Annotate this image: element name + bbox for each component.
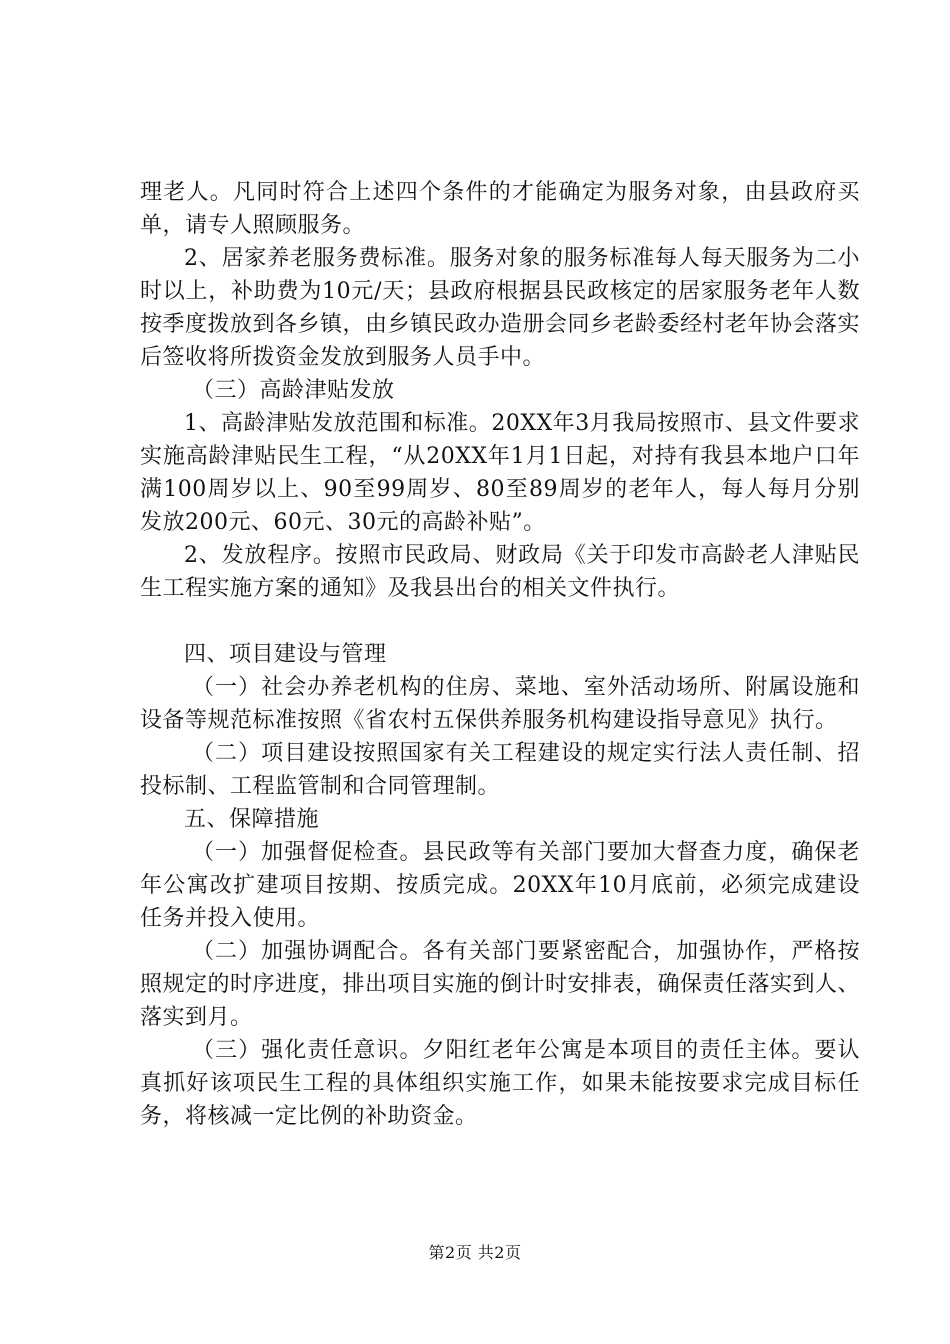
paragraph-responsibility: （三）强化责任意识。夕阳红老年公寓是本项目的责任主体。要认真抓好该项民生工程的具体组织实施工作，如果未能按要求完成目标任务，将核减一定比例的补助资金。	[140, 1038, 860, 1129]
paragraph-facility-standards: （一）社会办养老机构的住房、菜地、室外活动场所、附属设施和设备等规范标准按照《省农村五保供养服务机构建设指导意见》执行。	[140, 675, 860, 733]
paragraph-continuation: 理老人。凡同时符合上述四个条件的才能确定为服务对象，由县政府买单，请专人照顾服务。	[140, 180, 860, 238]
paragraph-supervision: （一）加强督促检查。县民政等有关部门要加大督查力度，确保老年公寓改扩建项目按期、按质完成。20XX年10月底前，必须完成建设任务并投入使用。	[140, 840, 860, 931]
subheading-allowance: （三）高龄津贴发放	[192, 378, 395, 403]
paragraph-allowance-procedure: 2、发放程序。按照市民政局、财政局《关于印发市高龄老人津贴民生工程实施方案的通知》及我县出台的相关文件执行。	[140, 543, 860, 601]
page-footer: 第2页 共2页	[428, 1243, 522, 1262]
paragraph-allowance-scope: 1、高龄津贴发放范围和标准。20XX年3月我局按照市、县文件要求实施高龄津贴民生工程，“从20XX年1月1日起，对持有我县本地户口年满100周岁以上、90至99周岁、80至89周岁的老年人，每人每月分别发放200元、60元、30元的高龄补贴”。	[140, 411, 860, 535]
paragraph-service-fee: 2、居家养老服务费标准。服务对象的服务标准每人每天服务为二小时以上，补助费为10元/天；县政府根据县民政核定的居家服务老年人数按季度拨放到各乡镇，由乡镇民政办造册会同乡老龄委经村老年协会落实后签收将所拨资金发放到服务人员手中。	[140, 246, 861, 370]
document-body	[140, 176, 860, 1133]
heading-project-management: 四、项目建设与管理	[184, 642, 387, 667]
paragraph-gap	[140, 605, 860, 638]
heading-safeguards: 五、保障措施	[184, 807, 320, 832]
paragraph-coordination: （二）加强协调配合。各有关部门要紧密配合，加强协作，严格按照规定的时序进度，排出项目实施的倒计时安排表，确保责任落实到人、落实到月。	[140, 939, 861, 1030]
paragraph-project-system: （二）项目建设按照国家有关工程建设的规定实行法人责任制、招投标制、工程监管制和合同管理制。	[140, 741, 860, 799]
